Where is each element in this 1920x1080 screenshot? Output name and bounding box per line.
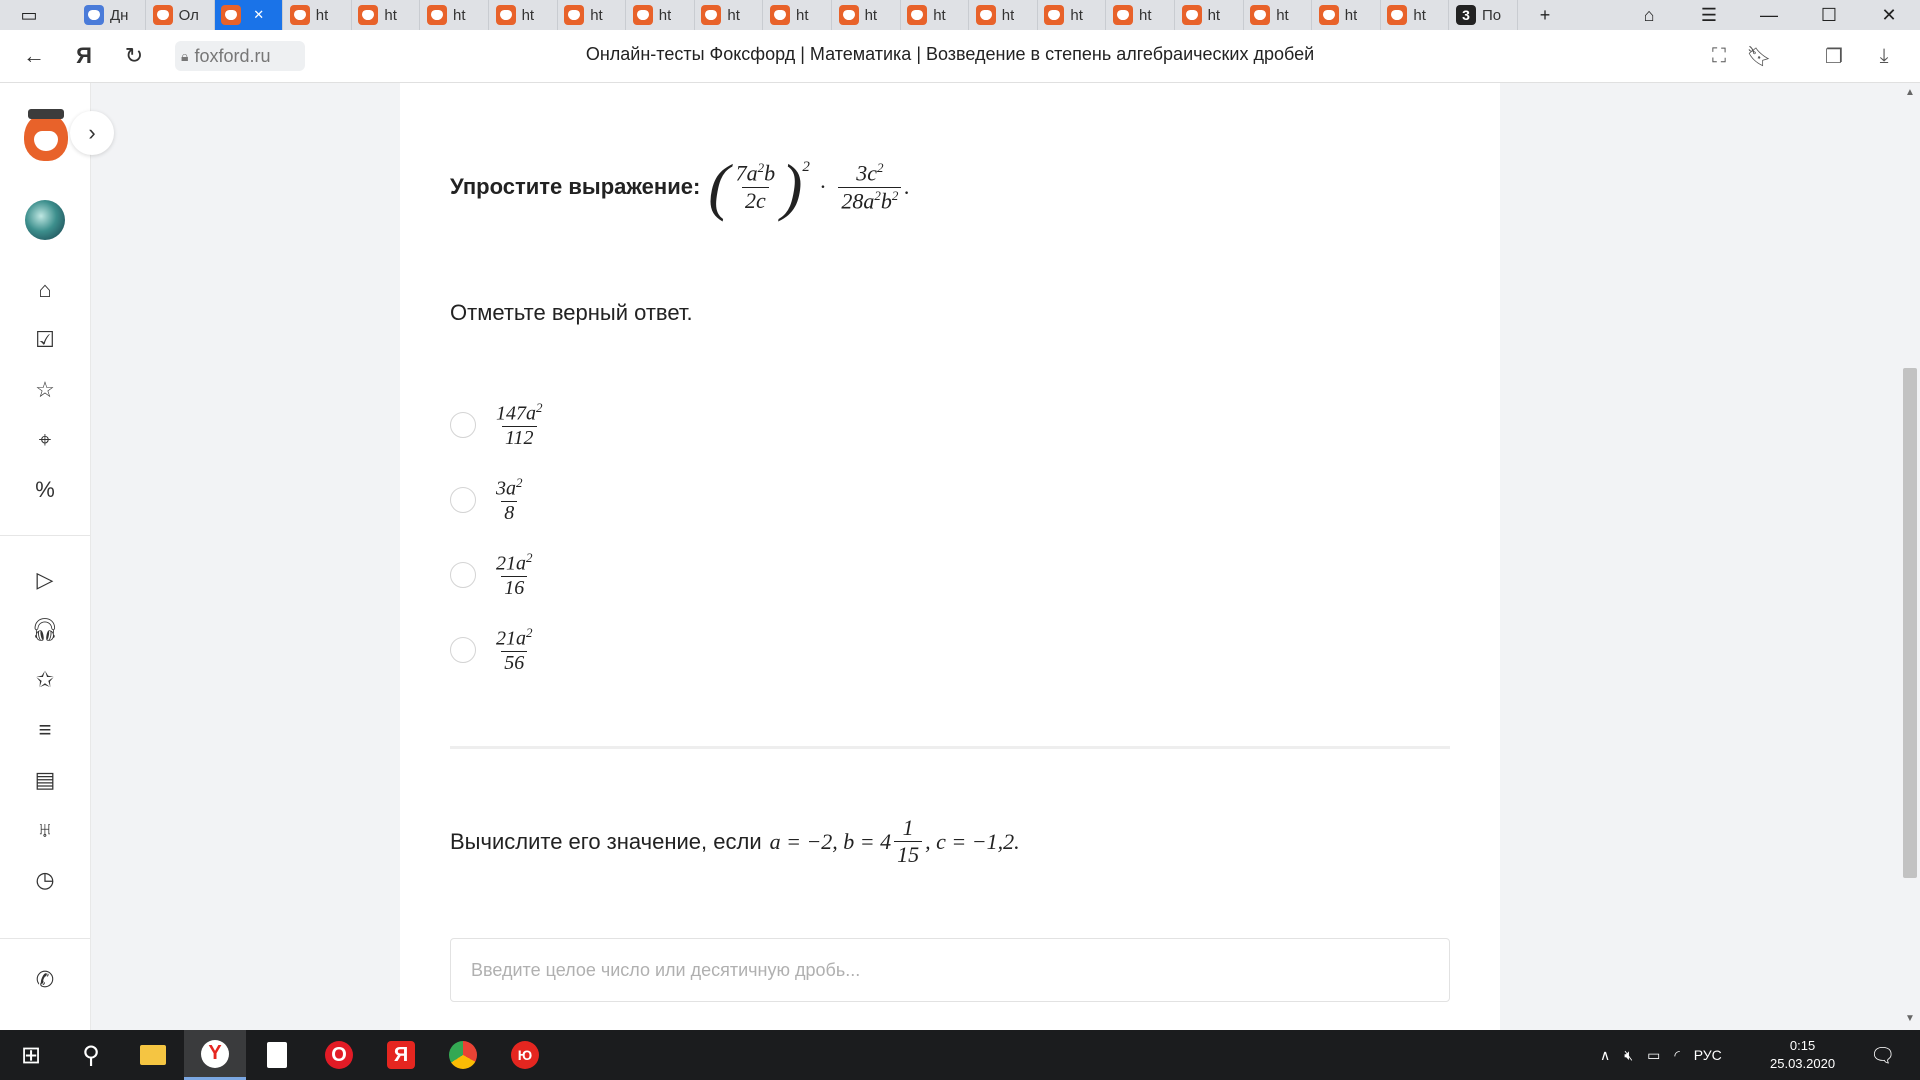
browser-tab[interactable]	[421, 0, 489, 30]
phone-icon[interactable]: ✆	[35, 967, 55, 992]
trophy-icon[interactable]: ♅	[36, 817, 54, 842]
bookmark-icon[interactable]: 🔖︎	[1746, 45, 1772, 68]
scroll-thumb[interactable]	[1903, 368, 1917, 878]
chrome-icon[interactable]	[432, 1030, 494, 1080]
page-scrollbar[interactable]	[1900, 83, 1920, 1030]
instruction-text: Отметьте верный ответ.	[450, 300, 693, 325]
tab-title: ht	[1344, 6, 1358, 24]
tab-title: ht	[658, 6, 672, 24]
browser-tab[interactable]	[764, 0, 832, 30]
answer-option[interactable]	[450, 400, 549, 450]
tab-title: ht	[1001, 6, 1015, 24]
question-expression	[450, 151, 910, 222]
expr-end: .	[904, 174, 910, 199]
file-explorer-icon[interactable]	[122, 1030, 184, 1080]
lock-icon: 🔒︎	[181, 47, 189, 64]
answer-option[interactable]	[450, 625, 539, 675]
video-icon[interactable]: ▷	[36, 567, 54, 592]
browser-tab[interactable]	[970, 0, 1038, 30]
wifi-icon[interactable]: ◜	[1674, 1046, 1680, 1063]
browser-tab-strip	[0, 0, 1920, 30]
fraction-1: $\frac{7a^2b}{2c}$	[735, 160, 776, 213]
multiply-dot: ·	[819, 174, 826, 199]
translate-icon[interactable]: ⛶	[1712, 44, 1726, 67]
tab-title: ht	[521, 6, 535, 24]
browser-tab[interactable]	[695, 0, 763, 30]
tab-title: ht	[1139, 6, 1152, 24]
clock-time: 0:15	[1789, 1038, 1816, 1053]
tab-title: ht	[453, 6, 466, 24]
browser-tab[interactable]	[1038, 0, 1106, 30]
answer-option[interactable]	[450, 550, 539, 600]
radio-button[interactable]	[450, 637, 476, 663]
tab-title: ht	[1070, 6, 1083, 24]
tasks-icon[interactable]: ☑	[35, 327, 55, 352]
browser-tab[interactable]	[215, 0, 283, 30]
volume-muted-icon[interactable]: 🔇︎	[1624, 1046, 1634, 1063]
foxford-icon	[907, 5, 927, 25]
tab-title: ht	[1413, 6, 1426, 24]
clock-icon[interactable]: ◷	[35, 867, 55, 892]
foxford-icon	[358, 5, 378, 25]
star-icon[interactable]: ✩	[35, 667, 55, 692]
tab-title: ht	[796, 6, 809, 24]
option-fraction: $\frac{3a^2}{8}$	[496, 475, 523, 524]
notifications-icon[interactable]: 🗨︎	[1870, 1044, 1896, 1067]
second-math: a = −2, b = 4 $\frac{1}{15}$ , c = −1,2 .	[769, 815, 1020, 867]
browser-tab[interactable]	[833, 0, 901, 30]
scroll-down-icon[interactable]: ▼	[1905, 1013, 1915, 1024]
browser-tab[interactable]	[1244, 0, 1312, 30]
answer-input[interactable]	[450, 938, 1450, 1002]
foxford-logo-icon[interactable]	[24, 113, 68, 161]
foxford-icon	[1113, 5, 1133, 25]
windows-start-icon[interactable]: ⊞	[20, 1041, 42, 1069]
bookmarks-icon[interactable]: ⌂	[1643, 4, 1655, 25]
browser-tab[interactable]	[627, 0, 695, 30]
tab-title: Ол	[178, 6, 199, 24]
second-question-text: Вычислите его значение, если	[450, 828, 762, 854]
scroll-up-icon[interactable]: ▲	[1905, 87, 1915, 98]
address-bar	[0, 30, 1920, 83]
foxford-icon	[427, 5, 447, 25]
download-icon[interactable]: ⤓	[1879, 44, 1889, 67]
browser-tab[interactable]	[147, 0, 215, 30]
option-fraction: $\frac{21a^2}{16}$	[496, 550, 533, 599]
fraction-2: $\frac{3c^2}{28a^2b^2}$	[838, 160, 901, 214]
new-tab-button[interactable]: +	[1539, 4, 1551, 25]
outer-power: 2	[802, 159, 810, 175]
foxford-icon	[1319, 5, 1339, 25]
opera-icon[interactable]: O	[308, 1030, 370, 1080]
back-button[interactable]: ←	[23, 43, 45, 68]
second-question	[450, 815, 1020, 868]
tab-title: ht	[933, 6, 946, 24]
chevron-up-icon[interactable]: ∧	[1600, 1046, 1611, 1063]
browser-tab[interactable]	[1313, 0, 1381, 30]
minimize-button[interactable]: —	[1760, 4, 1778, 25]
tab-title: ht	[315, 6, 329, 24]
question-card	[400, 83, 1500, 1030]
expand-sidebar-button[interactable]: ›	[70, 111, 114, 155]
foxford-icon	[1182, 5, 1202, 25]
favorites-icon[interactable]: ☆	[35, 377, 55, 402]
tag-icon[interactable]: ⌖	[38, 427, 52, 452]
sidebar	[0, 83, 96, 1030]
radio-button[interactable]	[450, 412, 476, 438]
close-tab-icon[interactable]: ✕	[253, 7, 265, 22]
tab-title: ht	[384, 6, 397, 24]
url-field[interactable]	[175, 41, 305, 71]
yandex-button[interactable]: Я	[76, 43, 92, 68]
yandex-icon[interactable]: Я	[370, 1030, 432, 1080]
browser-tab[interactable]	[1107, 0, 1175, 30]
tab-title: ht	[727, 6, 740, 24]
browser-tab[interactable]	[1176, 0, 1244, 30]
tab-title: Дн	[110, 6, 129, 24]
radio-button[interactable]	[450, 487, 476, 513]
foxford-icon	[1044, 5, 1064, 25]
discount-icon[interactable]: %	[35, 477, 55, 502]
section-divider	[450, 746, 1450, 749]
document-icon[interactable]	[246, 1030, 308, 1080]
yandex-icon	[84, 5, 104, 25]
foxford-icon	[153, 5, 173, 25]
browser-tab[interactable]	[78, 0, 146, 30]
answer-option[interactable]	[450, 475, 529, 525]
foxford-icon	[496, 5, 516, 25]
sidebar-divider	[0, 535, 90, 536]
close-window-button[interactable]: ✕	[1881, 4, 1897, 25]
system-tray	[1600, 1030, 1722, 1080]
paren-right: )	[781, 151, 803, 222]
option-fraction: $\frac{21a^2}{56}$	[496, 625, 533, 674]
url-text: foxford.ru	[194, 45, 271, 66]
avatar[interactable]	[25, 200, 65, 240]
windows-taskbar	[0, 1030, 1920, 1080]
collections-icon[interactable]: ❐	[1825, 45, 1843, 68]
foxford-icon	[839, 5, 859, 25]
foxford-icon	[701, 5, 721, 25]
layers-icon[interactable]: ▤	[34, 767, 56, 792]
tabs-panel-icon[interactable]: ▭	[20, 4, 38, 25]
browser-tab[interactable]	[490, 0, 558, 30]
browser-tab[interactable]	[1381, 0, 1449, 30]
tab-title: По	[1482, 6, 1502, 24]
paren-left: (	[708, 151, 730, 222]
foxford-icon	[1250, 5, 1270, 25]
tab-title: ht	[590, 6, 603, 24]
clock-date: 25.03.2020	[1770, 1056, 1836, 1071]
page-title: Онлайн-тесты Фоксфорд | Математика | Возведение в степень алгебраических дробей	[585, 44, 1315, 64]
browser-tab[interactable]	[901, 0, 969, 30]
tab-title: ht	[1276, 6, 1289, 24]
foxford-icon	[976, 5, 996, 25]
foxford-icon	[770, 5, 790, 25]
home-icon[interactable]: ⌂	[38, 277, 52, 302]
radio-button[interactable]	[450, 562, 476, 588]
battery-icon[interactable]: ▭	[1647, 1046, 1661, 1063]
maximize-button[interactable]: ☐	[1820, 4, 1838, 25]
reload-button[interactable]: ↻	[124, 43, 144, 68]
foxford-icon	[290, 5, 310, 25]
language-indicator[interactable]: РУС	[1693, 1047, 1722, 1063]
app-yu-icon[interactable]: Ю	[494, 1030, 556, 1080]
tab-title: ht	[1207, 6, 1221, 24]
tab-title: ht	[864, 6, 878, 24]
browser-tab[interactable]	[284, 0, 352, 30]
browser-tab[interactable]	[352, 0, 420, 30]
search-icon[interactable]: ⚲	[82, 1041, 100, 1069]
menu-icon[interactable]: ☰	[1700, 4, 1718, 25]
question-label: Упростите выражение:	[450, 174, 701, 199]
foxford-icon	[221, 5, 241, 25]
zen-icon: 3	[1456, 5, 1476, 25]
option-fraction: $\frac{147a^2}{112}$	[496, 400, 543, 449]
clock[interactable]	[1770, 1030, 1835, 1080]
browser-tab[interactable]	[1450, 0, 1518, 30]
sidebar-divider	[0, 938, 90, 939]
foxford-icon	[1387, 5, 1407, 25]
yandex-browser-taskbar-icon[interactable]: Y	[184, 1030, 246, 1080]
foxford-icon	[564, 5, 584, 25]
browser-tab[interactable]	[558, 0, 626, 30]
math-expression	[708, 151, 910, 222]
list-icon[interactable]: ≡	[38, 717, 52, 742]
foxford-icon	[633, 5, 653, 25]
headphones-icon[interactable]: 🎧︎	[31, 617, 59, 642]
